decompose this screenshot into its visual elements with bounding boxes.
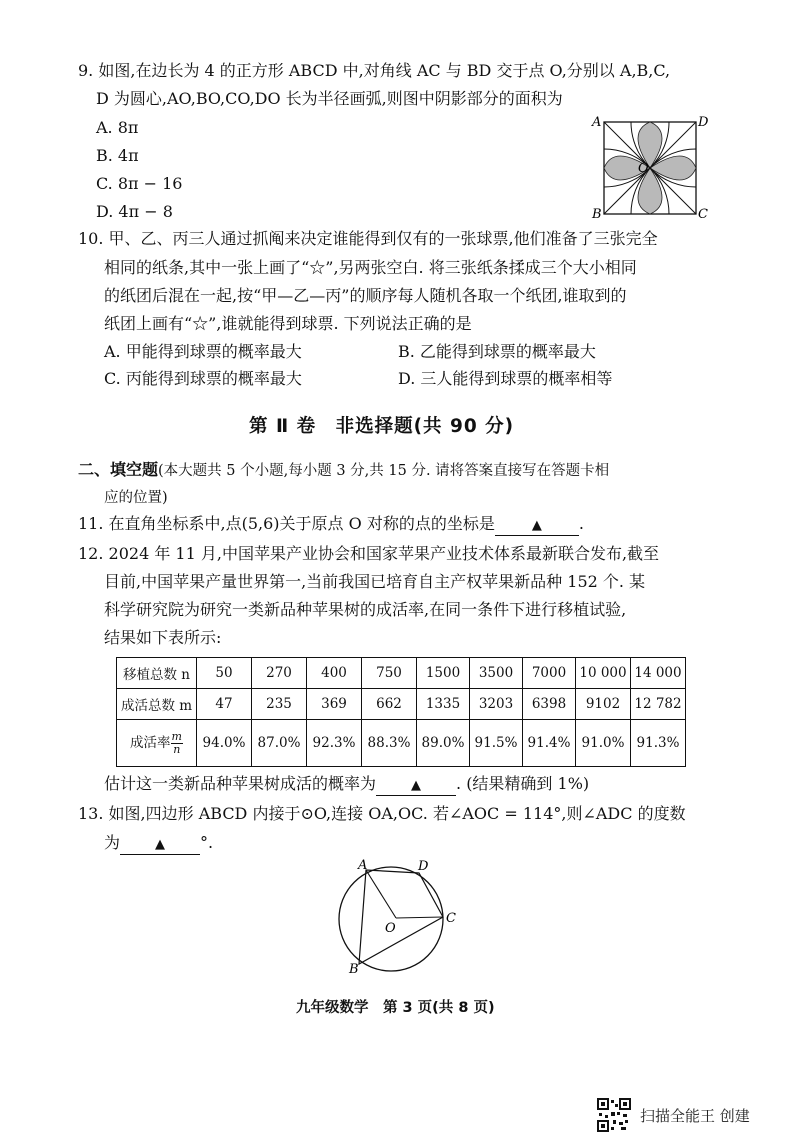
q9-option-b: B. 4π	[96, 146, 139, 165]
table-cell: 3203	[470, 689, 523, 720]
table-cell: 92.3%	[307, 720, 362, 767]
table-cell: 1500	[417, 658, 470, 689]
table-header-m: 成活总数 m	[117, 689, 197, 720]
q9-stem-line2: D 为圆心,AO,BO,CO,DO 长为半径画弧,则图中阴影部分的面积为	[96, 89, 563, 108]
q9-figure	[586, 112, 710, 222]
q9-label-b: B	[592, 207, 602, 222]
table-cell: 94.0%	[197, 720, 252, 767]
table-cell: 369	[307, 689, 362, 720]
fraction-denominator: n	[173, 742, 181, 756]
q13-circle	[339, 867, 443, 971]
table-cell: 87.0%	[252, 720, 307, 767]
table-cell: 10 000	[576, 658, 631, 689]
table-cell: 91.4%	[523, 720, 576, 767]
part2-heading-line1	[78, 457, 609, 484]
q10-stem-line1: 10. 甲、乙、丙三人通过抓阄来决定谁能得到仅有的一张球票,他们准备了三张完全	[78, 229, 658, 248]
table-cell: 89.0%	[417, 720, 470, 767]
q9-option-d: D. 4π − 8	[96, 202, 173, 221]
q11-end: .	[578, 514, 584, 533]
table-cell: 91.5%	[470, 720, 523, 767]
q13-figure	[336, 856, 466, 978]
q13-line1: 13. 如图,四边形 ABCD 内接于⊙O,连接 OA,OC. 若∠AOC = 114°,则∠ADC 的度数	[78, 804, 686, 823]
q12-answer-blank[interactable]: ▲	[376, 777, 456, 796]
q10-option-a: A. 甲能得到球票的概率最大	[104, 342, 302, 361]
table-cell: 12 782	[631, 689, 686, 720]
table-cell: 6398	[523, 689, 576, 720]
q11-text: 11. 在直角坐标系中,点(5,6)关于原点 O 对称的点的坐标是	[78, 514, 495, 533]
q9-label-a: A	[592, 115, 602, 130]
q13-label-d: D	[418, 859, 429, 874]
q10-stem-line3: 的纸团后混在一起,按“甲—乙—丙”的顺序每人随机各取一个纸团,谁取到的	[104, 286, 627, 305]
table-cell: 1335	[417, 689, 470, 720]
table-cell: 235	[252, 689, 307, 720]
table-cell: 47	[197, 689, 252, 720]
table-cell: 14 000	[631, 658, 686, 689]
table-row-rate	[117, 720, 686, 767]
table-header-n: 移植总数 n	[117, 658, 197, 689]
q12-stem-line1: 12. 2024 年 11 月,中国苹果产业协会和国家苹果产业技术体系最新联合发布,截至	[78, 544, 660, 563]
q10-option-c: C. 丙能得到球票的概率最大	[104, 369, 302, 388]
page-footer: 九年级数学 第 3 页(共 8 页)	[296, 1000, 495, 1016]
q13-label-a: A	[358, 858, 368, 873]
q13-answer-blank[interactable]: ▲	[120, 836, 200, 855]
part2-desc-line1: (本大题共 5 个小题,每小题 3 分,共 15 分. 请将答案直接写在答题卡相	[158, 463, 610, 479]
q12-stem-line2: 目前,中国苹果产量世界第一,当前我国已培育自主产权苹果新品种 152 个. 某	[104, 572, 646, 591]
q12-data-table	[116, 657, 686, 767]
q10-option-b: B. 乙能得到球票的概率最大	[398, 342, 596, 361]
q12-estimate-line	[104, 771, 589, 797]
rate-label: 成活率	[130, 734, 171, 751]
q12-estimate-text: 估计这一类新品种苹果树成活的概率为	[104, 774, 377, 793]
q10-stem-line4: 纸团上画有“☆”,谁就能得到球票. 下列说法正确的是	[104, 314, 472, 333]
q13-label-o: O	[385, 921, 396, 936]
table-header-rate	[117, 720, 197, 767]
q10-stem-line2: 相同的纸条,其中一张上画了“☆”,另两张空白. 将三张纸条揉成三个大小相同	[104, 258, 637, 277]
q9-label-c: C	[698, 207, 708, 222]
q9-option-a: A. 8π	[96, 118, 139, 137]
q9-stem-line1: 9. 如图,在边长为 4 的正方形 ABCD 中,对角线 AC 与 BD 交于点 O,分别以 A,B,C,	[78, 61, 671, 80]
part2-heading: 二、填空题	[78, 460, 159, 479]
q12-estimate-end: . (结果精确到 1%)	[456, 774, 590, 793]
fraction-numerator: m	[171, 729, 182, 743]
q13-label-b: B	[349, 962, 359, 977]
section-2-title: 第 Ⅱ 卷 非选择题(共 90 分)	[249, 416, 515, 437]
q9-label-d: D	[698, 115, 709, 130]
watermark-text: 扫描全能王 创建	[640, 1107, 750, 1125]
q13-label-c: C	[446, 911, 456, 926]
q13-line2	[104, 830, 213, 856]
table-cell: 9102	[576, 689, 631, 720]
table-cell: 750	[362, 658, 417, 689]
table-cell: 88.3%	[362, 720, 417, 767]
q10-option-d: D. 三人能得到球票的概率相等	[398, 369, 613, 388]
table-row-n	[117, 658, 686, 689]
q11-answer-blank[interactable]: ▲	[495, 517, 579, 536]
q12-stem-line3: 科学研究院为研究一类新品种苹果树的成活率,在同一条件下进行移植试验,	[104, 600, 627, 619]
q13-end: °.	[200, 833, 214, 852]
q11-line	[78, 511, 584, 537]
table-cell: 91.0%	[576, 720, 631, 767]
q13-prefix: 为	[104, 833, 121, 852]
q13-segment-oc	[396, 917, 443, 918]
table-cell: 7000	[523, 658, 576, 689]
rate-fraction	[171, 731, 183, 756]
q12-stem-line4: 结果如下表所示:	[104, 628, 222, 647]
q9-label-o: O	[638, 161, 649, 176]
table-cell: 270	[252, 658, 307, 689]
table-cell: 3500	[470, 658, 523, 689]
q13-segment-oa	[366, 870, 396, 918]
table-cell: 400	[307, 658, 362, 689]
qr-code-icon	[597, 1098, 631, 1132]
table-cell: 50	[197, 658, 252, 689]
q9-option-c: C. 8π − 16	[96, 174, 183, 193]
table-cell: 662	[362, 689, 417, 720]
table-row-m	[117, 689, 686, 720]
table-cell: 91.3%	[631, 720, 686, 767]
part2-desc-line2: 应的位置)	[104, 490, 168, 506]
